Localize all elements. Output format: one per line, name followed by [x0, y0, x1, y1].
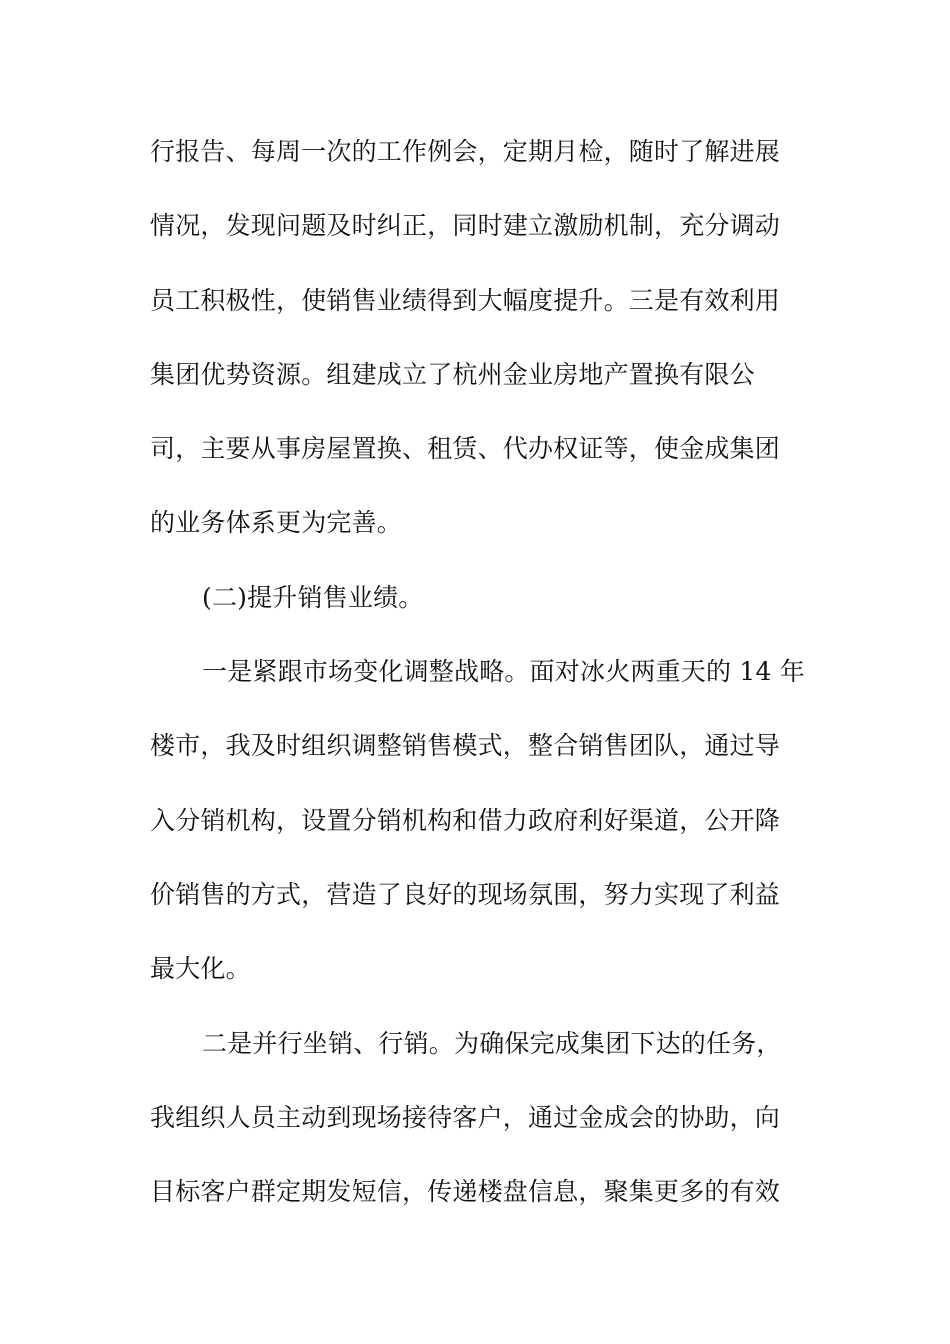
section-heading: (二)提升销售业绩。: [202, 582, 424, 612]
text-line: 价销售的方式，营造了良好的现场氛围，努力实现了利益: [150, 879, 781, 909]
text-line: 集团优势资源。组建成立了杭州金业房地产置换有限公: [150, 359, 755, 389]
text-line: 员工积极性，使销售业绩得到大幅度提升。三是有效利用: [150, 285, 781, 315]
body-text: [150, 128, 805, 1242]
text-line: 入分销机构，设置分销机构和借力政府利好渠道，公开降: [150, 805, 781, 835]
paragraph-start-line: 一是紧跟市场变化调整战略。面对冰火两重天的 14 年: [202, 657, 805, 687]
text-line: 最大化。: [150, 954, 251, 984]
text-line: 的业务体系更为完善。: [150, 508, 403, 538]
text-line: 行报告、每周一次的工作例会，定期月检，随时了解进展: [150, 137, 781, 166]
paragraph-start-line: 二是并行坐销、行销。为确保完成集团下达的任务，: [202, 1028, 782, 1058]
text-line: 目标客户群定期发短信，传递楼盘信息，聚集更多的有效: [150, 1177, 781, 1207]
text-line: 我组织人员主动到现场接待客户，通过金成会的协助，向: [150, 1102, 781, 1132]
text-line: 司，主要从事房屋置换、租赁、代办权证等，使金成集团: [150, 434, 781, 464]
text-line: 楼市，我及时组织调整销售模式，整合销售团队，通过导: [150, 731, 781, 761]
text-line: 情况，发现问题及时纠正，同时建立激励机制，充分调动: [150, 211, 781, 241]
